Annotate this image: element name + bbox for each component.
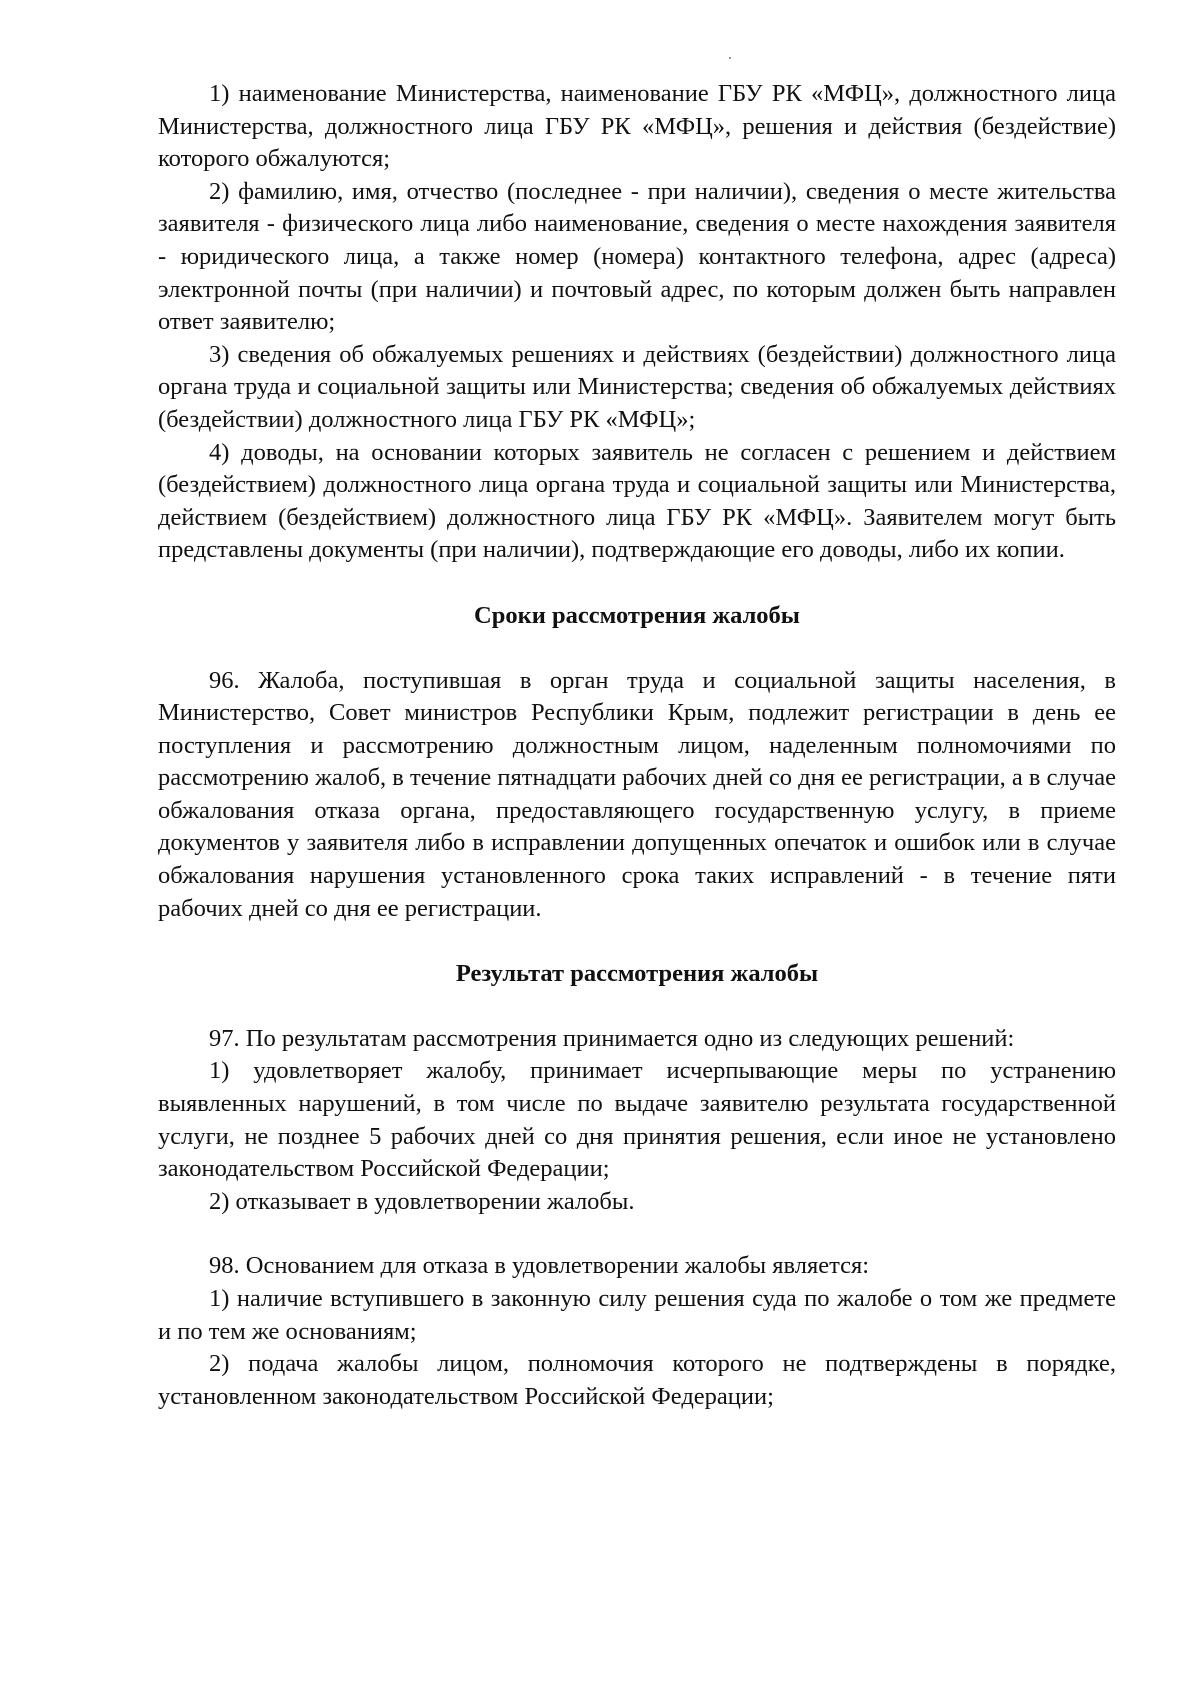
scan-speck [729,57,731,59]
section-heading-review-result: Результат рассмотрения жалобы [455,960,819,988]
paragraph-98-item-1: 1) наличие вступившего в законную силу решения суда по жалобе о том же предмете и по тем же основаниям; [158,1285,1116,1345]
document-body [158,78,1116,1413]
paragraph-98: 98. Основанием для отказа в удовлетворении жалобы является: [209,1252,870,1280]
list-item-4-arguments: 4) доводы, на основании которых заявитель не согласен с решением и действием (бездействием) должностного лица органа труда и социальной защиты или Министерства, действием (бездействием) должностного лица ГБУ РК «МФЦ». Заявителем могут быть представлены документы (при наличии), подтверждающие его доводы, либо их копии. [158,438,1116,564]
list-item-3-appealed-decisions: 3) сведения об обжалуемых решениях и действиях (бездействии) должностного лица органа труда и социальной защиты или Министерства; сведения об обжалуемых действиях (бездействии) должностного лица ГБУ РК «МФЦ»; [158,340,1116,433]
paragraph-98-item-2: 2) подача жалобы лицом, полномочия которого не подтверждены в порядке, установленном законодательством Российской Федерации; [158,1350,1116,1410]
paragraph-97-item-2: 2) отказывает в удовлетворении жалобы. [209,1187,635,1215]
paragraph-97: 97. По результатам рассмотрения принимается одно из следующих решений: [209,1024,1015,1052]
section-heading-review-terms: Сроки рассмотрения жалобы [474,601,800,629]
paragraph-97-item-1: 1) удовлетворяет жалобу, принимает исчерпывающие меры по устранению выявленных нарушений, в том числе по выдаче заявителю результата государственной услуги, не позднее 5 рабочих дней со дня принятия решения, если иное не установлено законодательством Российской Федерации; [158,1057,1116,1183]
list-item-1-ministry-name: 1) наименование Министерства, наименование ГБУ РК «МФЦ», должностного лица Министерства, должностного лица ГБУ РК «МФЦ», решения и действия (бездействие) которого обжалуются; [158,80,1116,173]
list-item-2-applicant-details: 2) фамилию, имя, отчество (последнее - при наличии), сведения о месте жительства заявителя - физического лица либо наименование, сведения о месте нахождения заявителя - юридического лица, а также номер (номера) контактного телефона, адрес (адреса) электронной почты (при наличии) и почтовый адрес, по которым должен быть направлен ответ заявителю; [158,177,1116,336]
paragraph-96: 96. Жалоба, поступившая в орган труда и социальной защиты населения, в Министерство, Совет министров Республики Крым, подлежит регистрации в день ее поступления и рассмотрению должностным лицом, наделенным полномочиями по рассмотрению жалоб, в течение пятнадцати рабочих дней со дня ее регистрации, а в случае обжалования отказа органа, предоставляющего государственную услугу, в приеме документов у заявителя либо в исправлении допущенных опечаток и ошибок или в случае обжалования нарушения установленного срока таких исправлений - в течение пяти рабочих дней со дня ее регистрации. [158,666,1116,922]
